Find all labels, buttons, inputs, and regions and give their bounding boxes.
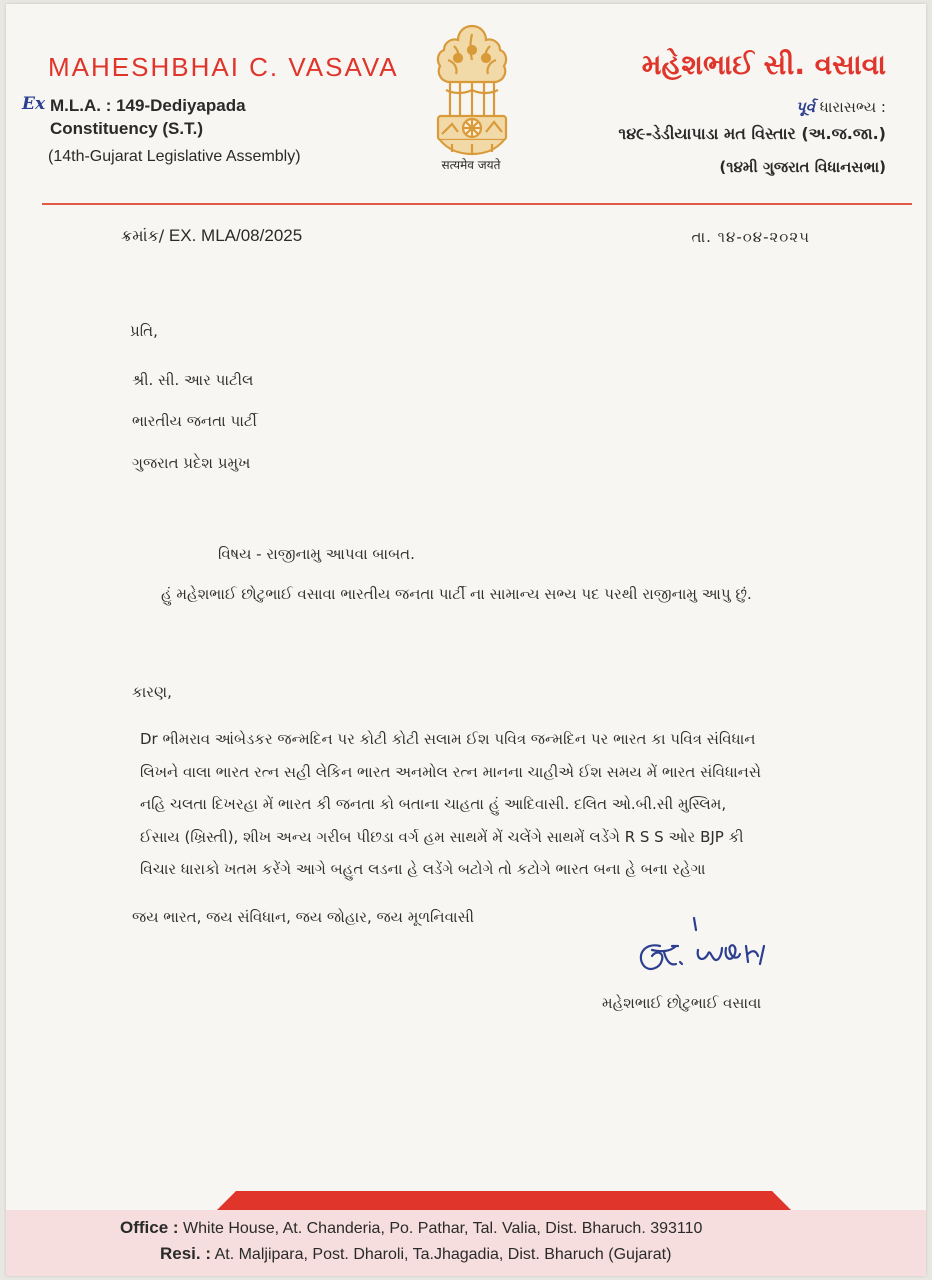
reference-number: [121, 226, 302, 246]
resi-label: Resi. :: [160, 1244, 212, 1263]
constituency-gujarati: ૧૪૯-ડેડીયાપાડા મત વિસ્તાર (અ.જ.જા.): [618, 124, 886, 143]
letter-sheet: [6, 4, 926, 1276]
resi-address-text: At. Maljipara, Post. Dharoli, Ta.Jhagadia, Dist. Bharuch (Gujarat): [211, 1246, 672, 1263]
reason-paragraph: [140, 723, 860, 886]
mla-label-gujarati: ધારાસભ્ય :: [814, 98, 886, 116]
assembly-english: (14th-Gujarat Legislative Assembly): [48, 148, 301, 165]
reference-prefix: ક્રમાંક/: [121, 226, 165, 245]
mla-constituency-number: M.L.A. : 149-Dediyapada: [50, 96, 246, 115]
office-address: [120, 1218, 702, 1238]
national-emblem-icon: [424, 20, 520, 160]
footer-red-band: [216, 1191, 792, 1211]
assembly-gujarati: (૧૪મી ગુજરાત વિધાનસભા): [719, 158, 886, 176]
constituency-category: Constituency (S.T.): [50, 119, 204, 138]
signatory-name: મહેશભાઈ છોટુભાઈ વસાવા: [602, 994, 762, 1012]
reason-line: Dr ભીમરાવ આંબેડકર જન્મદિન પર કોટી કોટી સલામ ઈશ પવિત્ર જન્મદિન પર ભારત કા પવિત્ર સંવિધાન: [140, 730, 756, 748]
letter-date: તા. ૧૪-૦૪-૨૦૨૫: [691, 228, 810, 246]
reason-line: ઈસાય (ખ્રિસ્તી), શીખ અન્ય ગરીબ પીછડા વર્ગ હમ સાથમેં મેં ચલેંગે સાથમેં લડેંગે R S S ઓર BJP કી: [140, 827, 744, 846]
recipient-name: શ્રી. સી. આર પાટીલ: [132, 371, 254, 389]
office-label: Office :: [120, 1218, 179, 1237]
handwritten-ex-mark: Ex: [22, 94, 46, 114]
resignation-statement: હું મહેશભાઈ છોટુભાઈ વસાવા ભારતીય જનતા પાર્ટી ના સામાન્ય સભ્ય પદ પરથી રાજીનામુ આપુ છું.: [161, 585, 752, 603]
handwritten-signature: [630, 916, 800, 986]
former-handwritten-prefix: પૂર્વ: [795, 98, 815, 116]
recipient-designation: ગુજરાત પ્રદેશ પ્રમુખ: [132, 454, 251, 472]
reason-label: કારણ,: [132, 683, 172, 701]
letterhead-divider: [42, 203, 912, 205]
office-address-text: White House, At. Chanderia, Po. Pathar, Tal. Valia, Dist. Bharuch. 393110: [178, 1220, 703, 1237]
letter-subject: વિષય - રાજીનામુ આપવા બાબત.: [218, 545, 415, 563]
former-mla-label: [796, 98, 886, 116]
reference-code: EX. MLA/08/2025: [164, 226, 303, 245]
recipient-party: ભારતીય જનતા પાર્ટી: [132, 412, 257, 430]
emblem-motto: सत्यमेव जयते: [441, 158, 501, 172]
residence-address: [160, 1244, 671, 1264]
reason-line: લિખને વાલા ભારત રત્ન સહી લેકિન ભારત અનમોલ રત્ન માનના ચાહીએ ઈશ સમય મેં ભારત સંવિધાનસે: [140, 762, 761, 781]
reason-line: નહિ ચલતા દિખરહા મેં ભારત કી જનતા કો બતાના ચાહતા હું આદિવાસી. દલિત ઓ.બી.સી મુસ્લિમ,: [140, 795, 727, 813]
reason-line: વિચાર ધારાકો ખતમ કરેંગે આગે બહુત લડના હે લડેંગે બટોગે તો કટોગે ભારત બના હે બના રહેગા: [140, 860, 706, 878]
letterhead-name-gujarati: મહેશભાઈ સી. વસાવા: [641, 48, 886, 81]
closing-slogan: જય ભારત, જય સંવિધાન, જય જોહાર, જય મૂળનિવાસી: [132, 908, 475, 926]
salutation: પ્રતિ,: [130, 322, 158, 340]
letterhead-name-english: MAHESHBHAI C. VASAVA: [48, 52, 399, 82]
